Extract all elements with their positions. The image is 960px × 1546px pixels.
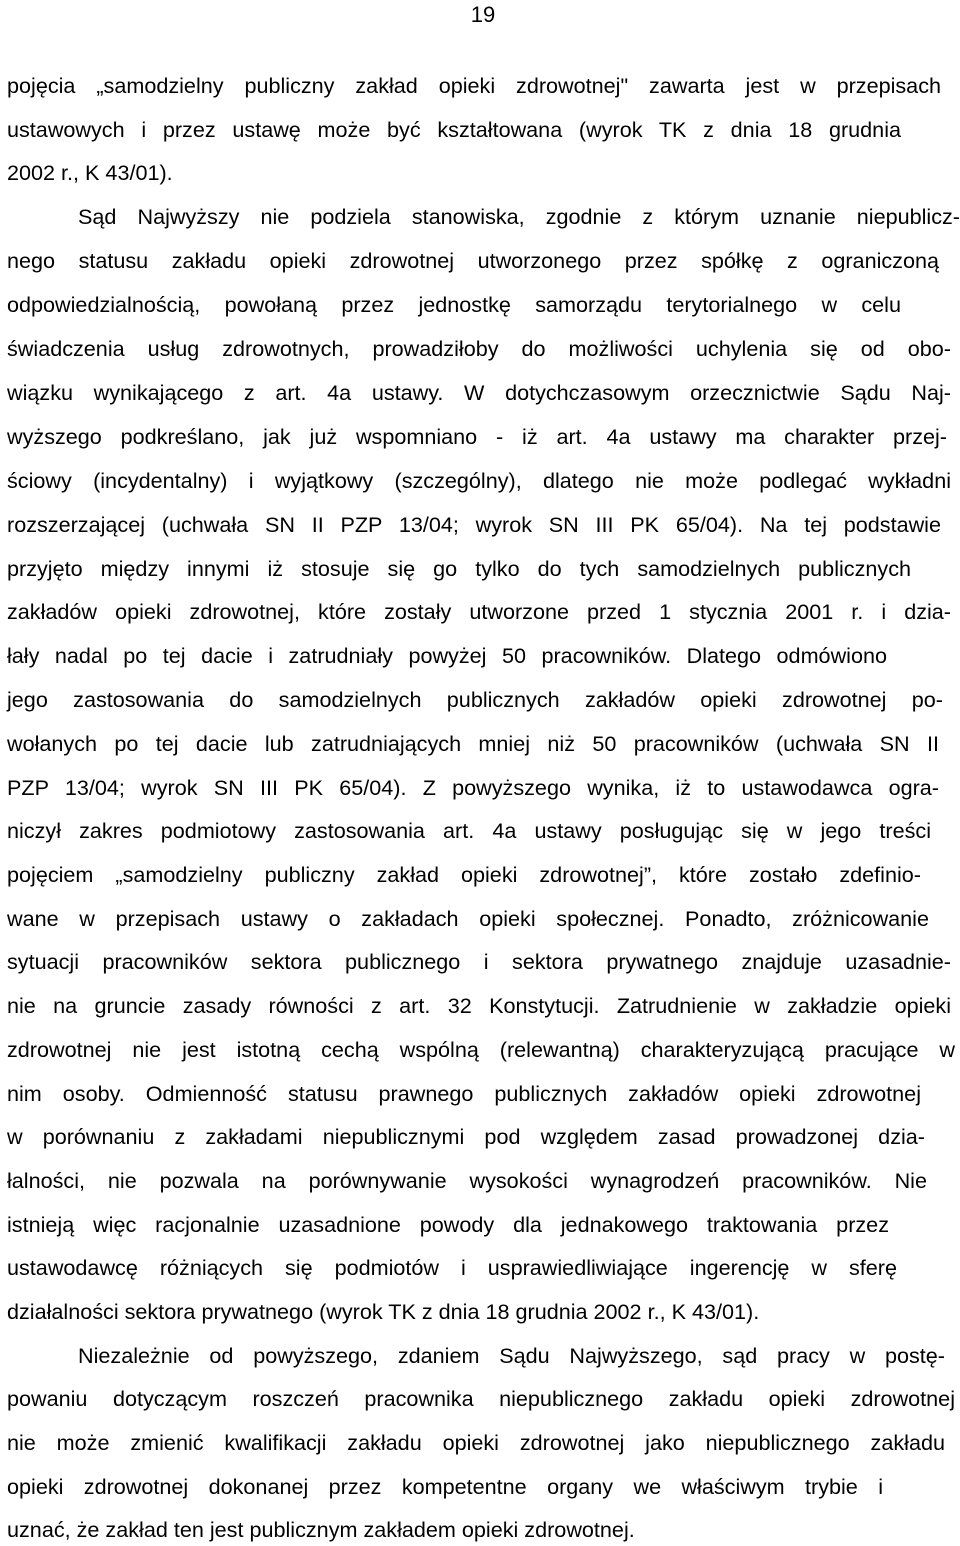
text-line: nim osoby. Odmienność statusu prawnego publicznych zakładów opieki zdrowotnej xyxy=(7,1081,921,1106)
text-line: powaniu dotyczącym roszczeń pracownika niepublicznego zakładu opieki zdrowotnej xyxy=(7,1386,955,1411)
text-line: łalności, nie pozwala na porównywanie wysokości wynagrodzeń pracowników. Nie xyxy=(7,1168,927,1193)
text-line: zakładów opieki zdrowotnej, które zostały utworzone przed 1 stycznia 2001 r. i dzia- xyxy=(7,599,951,624)
text-line: łały nadal po tej dacie i zatrudniały powyżej 50 pracowników. Dlatego odmówiono xyxy=(7,643,887,668)
text-line: wiązku wynikającego z art. 4a ustawy. W dotychczasowym orzecznictwie Sądu Naj- xyxy=(7,380,951,405)
text-line: 2002 r., K 43/01). xyxy=(7,160,173,185)
text-line: świadczenia usług zdrowotnych, prowadziłoby do możliwości uchylenia się od obo- xyxy=(7,336,951,361)
text-line: Niezależnie od powyższego, zdaniem Sądu Najwyższego, sąd pracy w postę- xyxy=(78,1343,945,1368)
text-line: jego zastosowania do samodzielnych publicznych zakładów opieki zdrowotnej po- xyxy=(7,687,943,712)
text-line: Sąd Najwyższy nie podziela stanowiska, zgodnie z którym uznanie niepublicz- xyxy=(78,204,960,229)
text-line: istnieją więc racjonalnie uzasadnione powody dla jednakowego traktowania przez xyxy=(7,1212,889,1237)
text-line: pojęcia „samodzielny publiczny zakład opieki zdrowotnej" zawarta jest w przepisach xyxy=(7,73,941,98)
text-line: uznać, że zakład ten jest publicznym zakładem opieki zdrowotnej. xyxy=(7,1517,635,1542)
text-line: wane w przepisach ustawy o zakładach opieki społecznej. Ponadto, zróżnicowanie xyxy=(7,906,929,931)
text-line: wyższego podkreślano, jak już wspomniano - iż art. 4a ustawy ma charakter przej- xyxy=(7,424,947,449)
text-line: ustawodawcę różniących się podmiotów i usprawiedliwiające ingerencję w sferę xyxy=(7,1255,897,1280)
text-line: niczył zakres podmiotowy zastosowania art. 4a ustawy posługując się w jego treści xyxy=(7,818,931,843)
text-line: w porównaniu z zakładami niepublicznymi pod względem zasad prowadzonej dzia- xyxy=(7,1124,925,1149)
page-number: 19 xyxy=(470,2,496,27)
text-line: nie na gruncie zasady równości z art. 32 Konstytucji. Zatrudnienie w zakładzie opieki xyxy=(7,993,951,1018)
text-line: nego statusu zakładu opieki zdrowotnej utworzonego przez spółkę z ograniczoną xyxy=(7,248,939,273)
text-line: PZP 13/04; wyrok SN III PK 65/04). Z powyższego wynika, iż to ustawodawca ogra- xyxy=(7,775,939,800)
text-line: nie może zmienić kwalifikacji zakładu opieki zdrowotnej jako niepublicznego zakładu xyxy=(7,1430,945,1455)
text-line: ściowy (incydentalny) i wyjątkowy (szczególny), dlatego nie może podlegać wykładni xyxy=(7,468,951,493)
text-line: zdrowotnej nie jest istotną cechą wspólną (relewantną) charakteryzującą pracujące w xyxy=(7,1037,955,1062)
text-line: pojęciem „samodzielny publiczny zakład opieki zdrowotnej”, które zostało zdefinio- xyxy=(7,862,921,887)
text-line: przyjęto między innymi iż stosuje się go tylko do tych samodzielnych publicznych xyxy=(7,556,911,581)
text-line: wołanych po tej dacie lub zatrudniających mniej niż 50 pracowników (uchwała SN II xyxy=(7,731,939,756)
text-line: działalności sektora prywatnego (wyrok TK z dnia 18 grudnia 2002 r., K 43/01). xyxy=(7,1299,760,1324)
text-line: odpowiedzialnością, powołaną przez jednostkę samorządu terytorialnego w celu xyxy=(7,292,901,317)
text-line: rozszerzającej (uchwała SN II PZP 13/04; wyrok SN III PK 65/04). Na tej podstawie xyxy=(7,512,941,537)
text-line: ustawowych i przez ustawę może być kształtowana (wyrok TK z dnia 18 grudnia xyxy=(7,117,901,142)
text-line: opieki zdrowotnej dokonanej przez kompetentne organy we właściwym trybie i xyxy=(7,1474,883,1499)
text-line: sytuacji pracowników sektora publicznego i sektora prywatnego znajduje uzasadnie- xyxy=(7,949,951,974)
